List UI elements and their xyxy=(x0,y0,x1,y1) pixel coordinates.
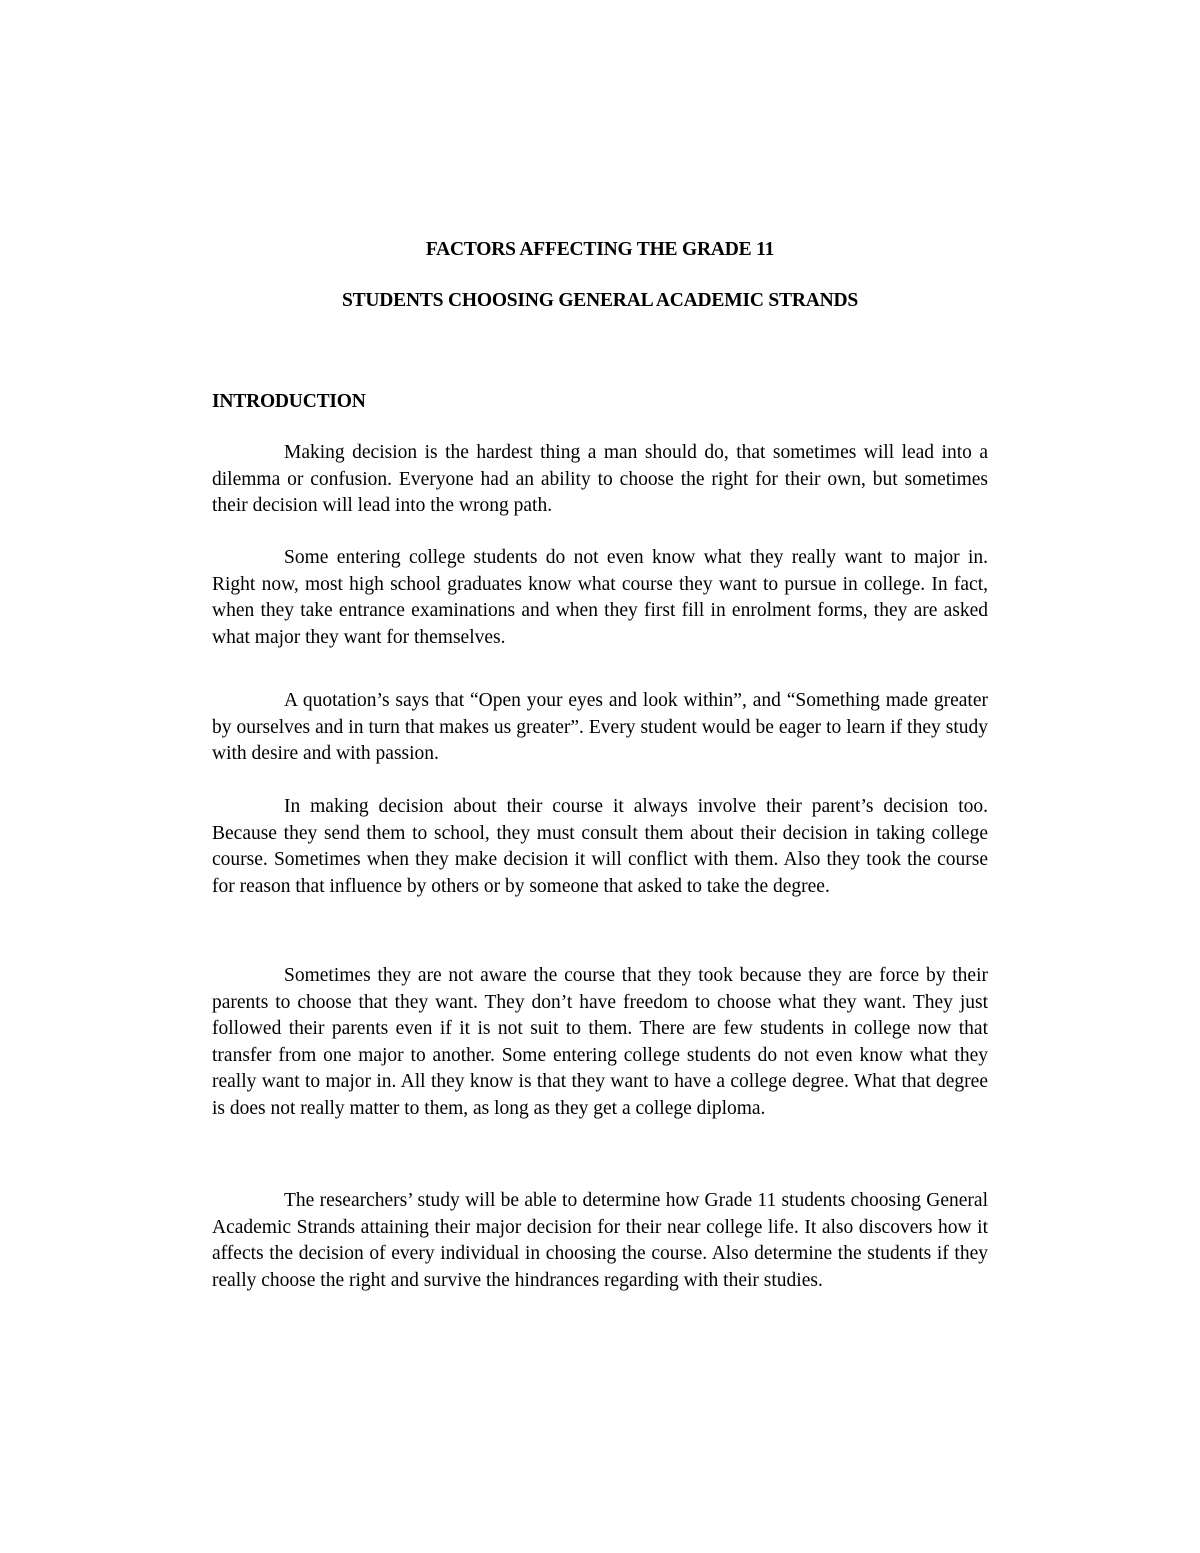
document-title-line-1: FACTORS AFFECTING THE GRADE 11 xyxy=(425,239,775,260)
paragraph: Some entering college students do not even know what they really want to major in. Right now, most high school graduates know what course they want to pursue in college. In fact, when they take entrance examinations and when they first fill in enrolment forms, they are asked what major they want for themselves. xyxy=(212,547,988,648)
paragraph: A quotation’s says that “Open your eyes and look within”, and “Something made greater by ourselves and in turn that makes us greater”. Every student would be eager to learn if they study with desire and with passion. xyxy=(212,690,988,765)
paragraph: In making decision about their course it always involve their parent’s decision too. Because they send them to school, they must consult them about their decision in taking college course. Sometimes when they make decision it will conflict with them. Also they took the course for reason that influence by others or by someone that asked to take the degree. xyxy=(212,796,988,897)
paragraph: Sometimes they are not aware the course that they took because they are force by their parents to choose that they want. They don’t have freedom to choose what they want. They just followed their parents even if it is not suit to them. There are few students in college now that transfer from one major to another. Some entering college students do not even know what they really want to major in. All they know is that they want to have a college degree. What that degree is does not really matter to them, as long as they get a college diploma. xyxy=(212,965,988,1119)
paragraph: Making decision is the hardest thing a man should do, that sometimes will lead into a dilemma or confusion. Everyone had an ability to choose the right for their own, but sometimes their decision will lead into the wrong path. xyxy=(212,442,988,517)
document-title-line-2: STUDENTS CHOOSING GENERAL ACADEMIC STRANDS xyxy=(341,290,859,311)
section-heading-introduction: INTRODUCTION xyxy=(212,391,366,412)
paragraph: The researchers’ study will be able to determine how Grade 11 students choosing General Academic Strands attaining their major decision for their near college life. It also discovers how it affects the decision of every individual in choosing the course. Also determine the students if they really choose the right and survive the hindrances regarding with their studies. xyxy=(212,1190,988,1291)
